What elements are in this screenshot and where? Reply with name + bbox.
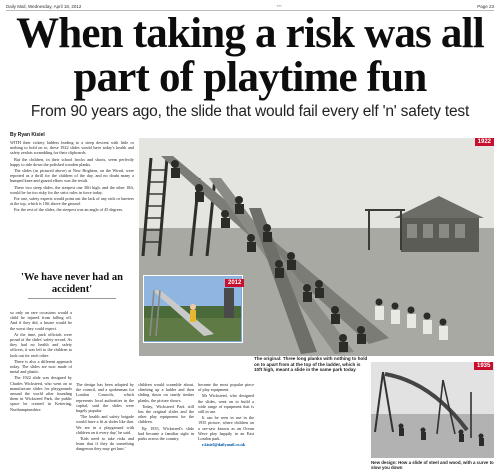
- byline: By Ryan Kisiel: [10, 132, 45, 138]
- masthead-ornament: ***: [276, 4, 282, 9]
- photo-1935-playground: [371, 362, 494, 458]
- paragraph: These two steep slides, the steepest one 30ft high, and the other 18ft, would be far too risky for the strict rules in force today.: [10, 184, 134, 195]
- paragraph: WITH their rickety ladders leading to a steep descent with little or nothing to hold on to, these 1922 slides would have today's health and safety zealots scrambling for their clipboards.: [10, 140, 134, 156]
- paragraph: There is also a different approach today. The slides are now made of metal and plastic.: [10, 358, 72, 375]
- author-email-link[interactable]: r.kisiel@dailymail.co.uk: [202, 442, 246, 448]
- pullquote-rule: [28, 298, 116, 299]
- year-badge-1935: 1935: [474, 362, 493, 370]
- paragraph: At the time, park officials were proud of the slides' safety record. As they had no health and safety officers, it was left to the children to look out for each other.: [10, 331, 72, 358]
- paragraph: 'Kids need to take risks and learn that if they do something dangerous they may get hurt.': [76, 436, 134, 452]
- article-column-2: [76, 382, 134, 468]
- article-column-1: [10, 140, 134, 268]
- caption-main-text: The original: Three long planks with nothing to hold on to apart from at the top of the ladder, which is 10ft high, meant a slide in the same park today: [254, 356, 368, 373]
- photo-caption-1935: [371, 460, 494, 470]
- paragraph: For one, safety experts would point out the lack of any rails or barriers at the top, which is 10ft above the ground.: [10, 196, 134, 207]
- masthead-date: Daily Mail, Wednesday, April 18, 2012: [6, 4, 82, 9]
- paragraph: so only on rare occasions would a child be injured from falling off. And if they did, a bruise would be the worst they could expect.: [10, 310, 72, 331]
- article-column-1b: [10, 310, 72, 468]
- year-badge-1922: 1922: [475, 138, 494, 146]
- photo-1935-illustration: [371, 362, 494, 458]
- paragraph: For the rest of the slides, the steepest was an angle of 45 degrees.: [14, 207, 124, 213]
- caption-1935-text: New design: How a slide of steel and wood, with a curve to slow you down: [371, 460, 494, 470]
- headline: When taking a risk was all part of playtime fun: [16, 10, 484, 101]
- paragraph: 'The health and safety brigade would have a fit at slides like that. We are in a playground with children on it every day,' he said.: [76, 414, 134, 435]
- paragraph: The slides (as pictured above) at New Brighton, on the Wirral, were reported as a thrill for the children of the day, and no doubt many a bumped knee and grazed elbow was the result.: [10, 168, 134, 184]
- pullquote-text: 'We have never had an accident': [21, 272, 123, 295]
- paragraph: Today, Wicksteed Park still has the original slides and the other play equipment for the children.: [138, 403, 194, 425]
- masthead-page-number: Page 23: [477, 4, 494, 9]
- paragraph: By 1935, Wicksteed's slide had become a familiar sight in parks across the country.: [138, 425, 194, 442]
- photo-caption-main: [254, 356, 369, 373]
- paragraph: The design has been adopted by the council, and a spokesman for London Councils, which represents local authorities in the capital, said the slides were hugely popular.: [76, 382, 134, 414]
- paragraph: It can be seen in use in the 1935 picture, where children on a see-saw known as an Ocean Wave play happily in an East London park.: [198, 415, 254, 442]
- subhead: From 90 years ago, the slide that would fail every elf 'n' safety test: [30, 103, 470, 120]
- paragraph: But the children, in their school frocks and shorts, seem perfectly happy to ride down the polished wooden planks.: [10, 156, 134, 167]
- paragraph: Mr Wicksteed, who designed the slides, went on to build a wide range of equipment that is still in use.: [198, 393, 254, 415]
- article-column-4: [198, 382, 254, 468]
- paragraph: children would scramble about, climbing up a ladder and then sliding down on sturdy timber planks, the picture shows.: [138, 382, 194, 403]
- pullquote: [18, 272, 126, 299]
- year-badge-2012: 2012: [225, 279, 244, 287]
- paragraph: became the most popular piece of play equipment.: [198, 382, 254, 393]
- paragraph: The 1922 slide was designed by Charles Wicksteed, who went on to manufacture slides for playgrounds around the world after founding them in Wicksteed Park, the public space he created in Kettering, Northamptonshire.: [10, 375, 72, 412]
- article-column-3: [138, 382, 194, 468]
